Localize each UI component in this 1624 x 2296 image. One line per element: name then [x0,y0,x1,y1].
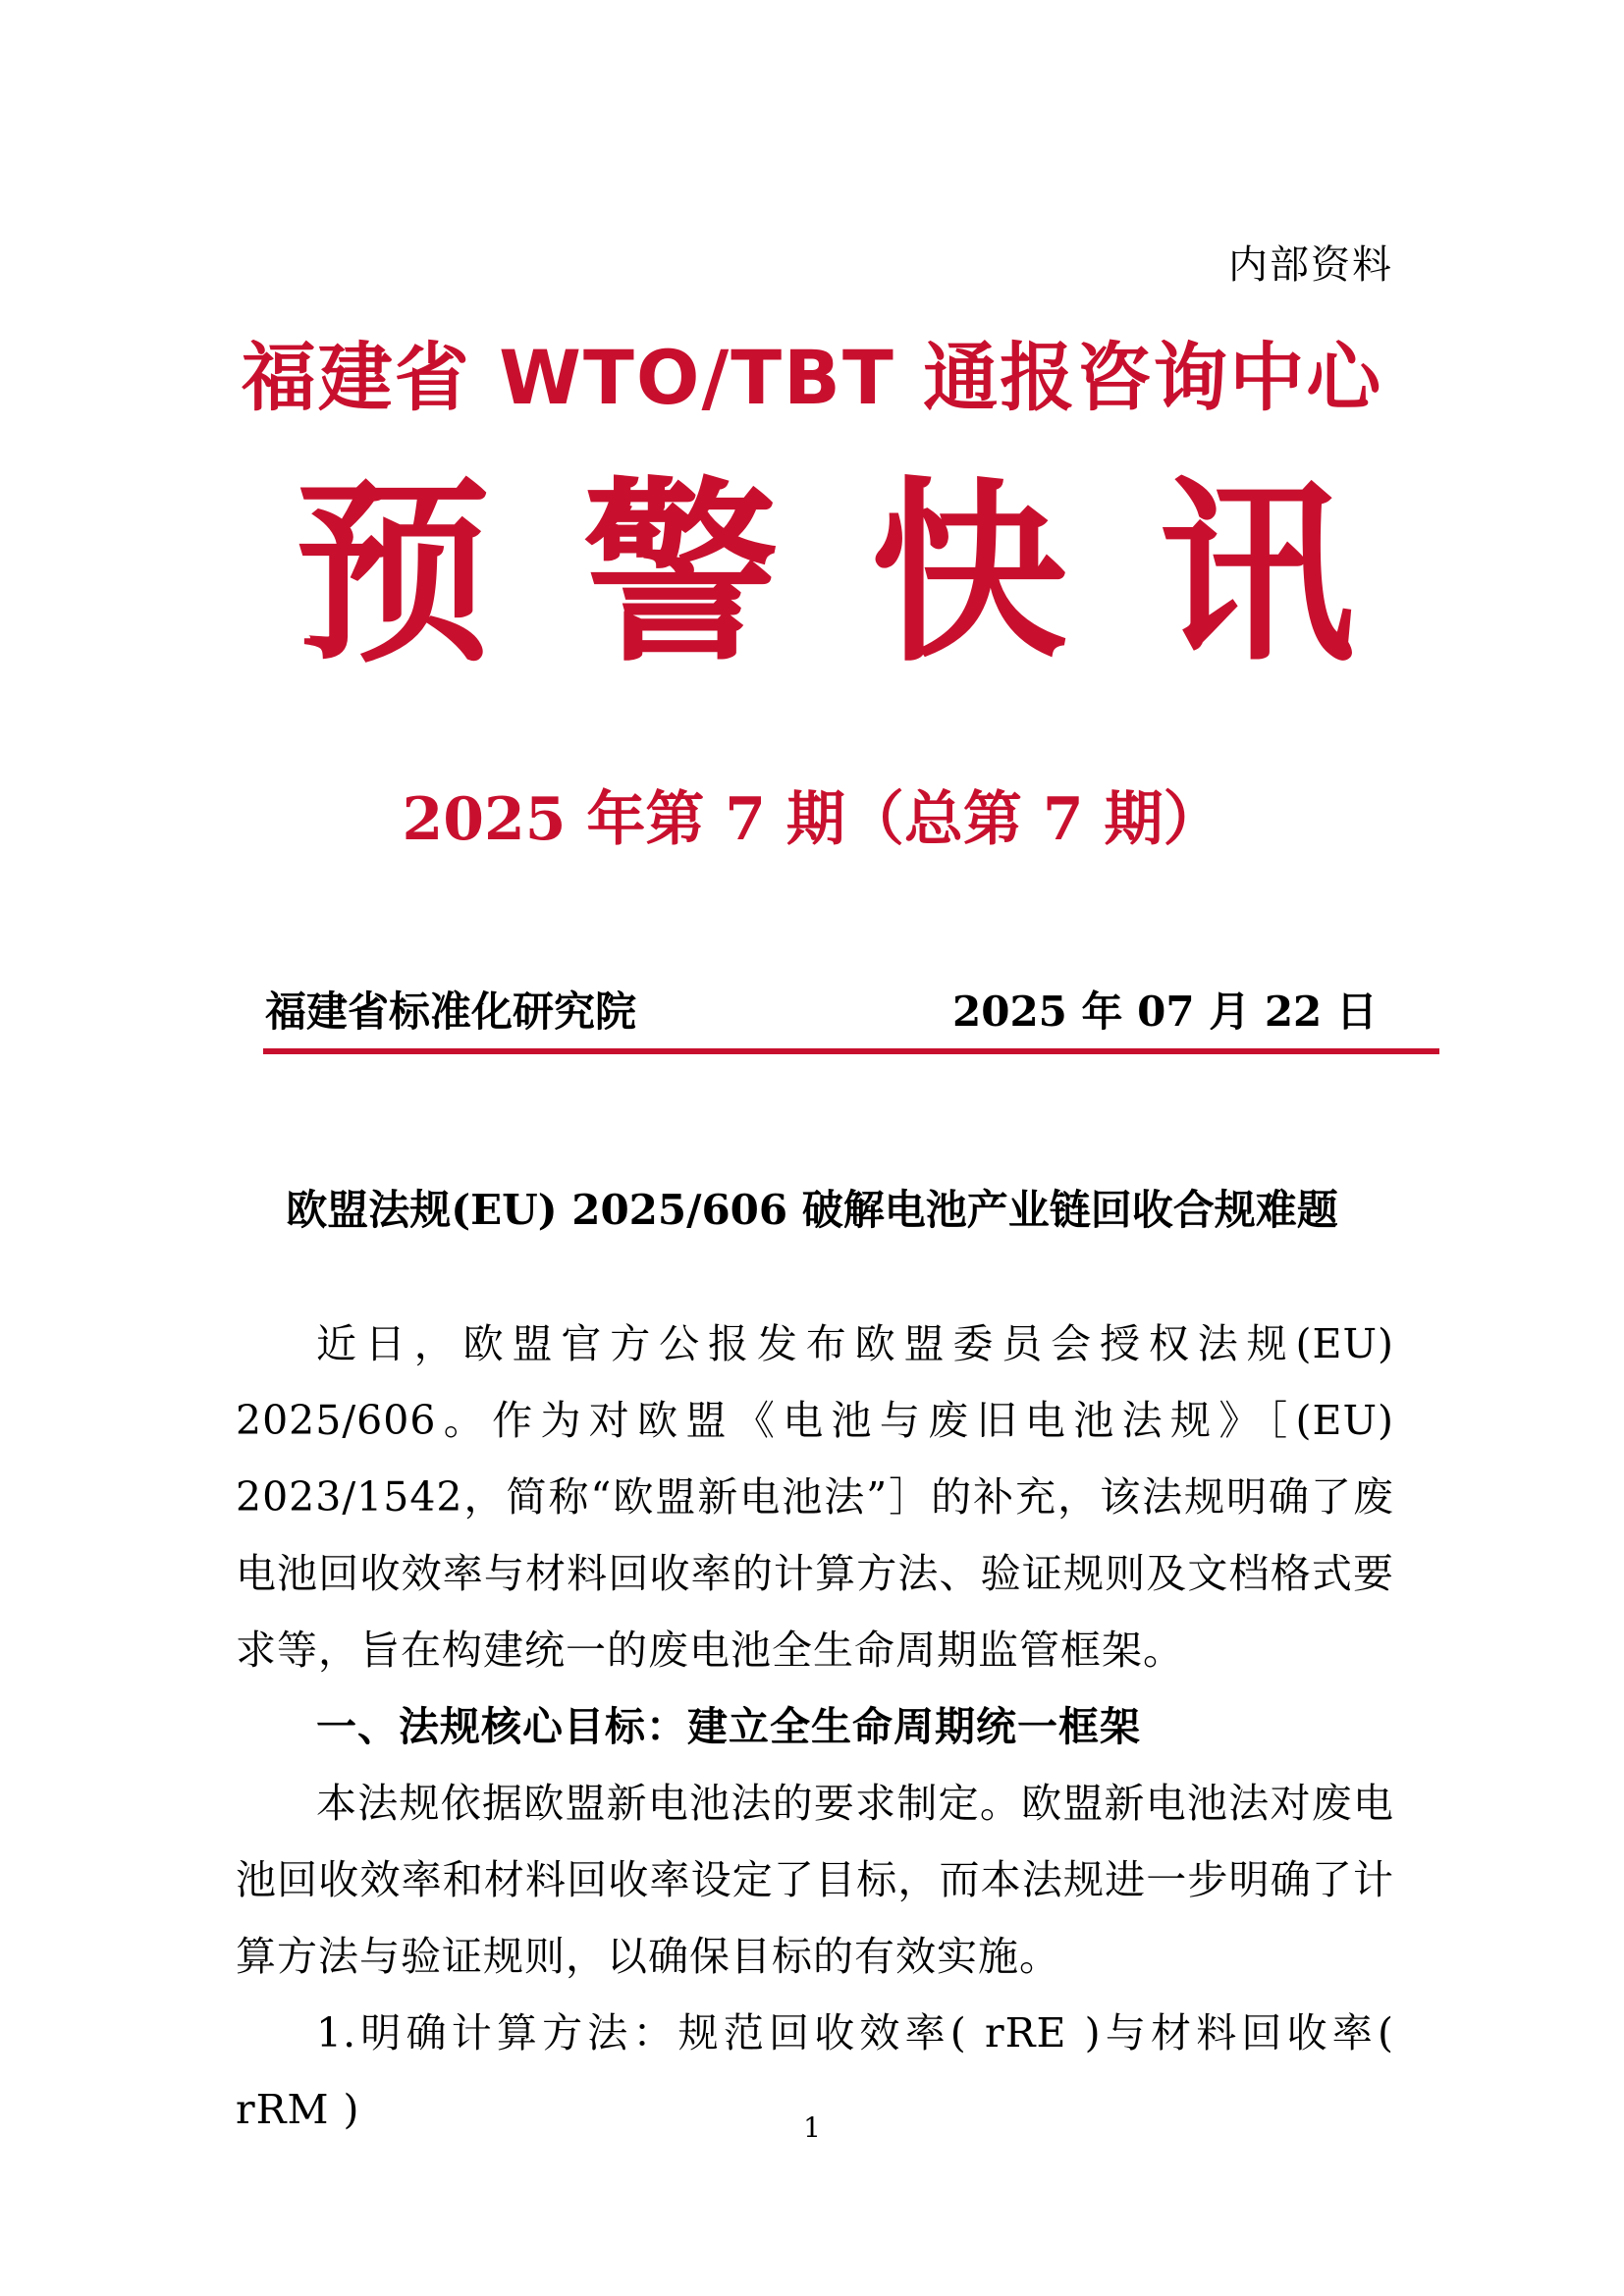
issue-number: 2025 年第 7 期（总第 7 期） [402,785,1222,854]
masthead-char: 讯 [1158,458,1355,689]
publish-date: 2025 年 07 月 22 日 [952,988,1378,1036]
masthead-char: 警 [582,458,780,689]
masthead-char: 预 [295,458,492,689]
masthead-title [295,458,1355,689]
publisher: 福建省标准化研究院 [265,988,637,1036]
body-paragraph: 本法规依据欧盟新电池法的要求制定。欧盟新电池法对废电池回收效率和材料回收率设定了目标，而本法规进一步明确了计算方法与验证规则，以确保目标的有效实施。 [236,1780,1394,1980]
section-heading: 一、法规核心目标：建立全生命周期统一框架 [316,1703,1141,1750]
organization-header: 福建省 WTO/TBT 通报咨询中心 [241,334,1383,421]
document-title: 欧盟法规(EU) 2025/606 破解电池产业链回收合规难题 [286,1186,1338,1234]
document-body [236,1306,1394,2148]
body-paragraph: 1.明确计算方法：规范回收效率( rRE )与材料回收率( rRM ) [236,2009,1394,2133]
body-paragraph: 近日，欧盟官方公报发布欧盟委员会授权法规(EU) 2025/606。作为对欧盟《电池与废旧电池法规》［(EU) 2023/1542，简称“欧盟新电池法”］的补充，该法规明确了废电池回收效率与材料回收率的计算方法、验证规则及文档格式要求等，旨在构建统一的废电池全生命周期监管框架。 [236,1320,1394,1674]
page-number: 1 [803,2111,821,2144]
header-divider [263,1048,1439,1054]
classification-label: 内部资料 [1228,242,1393,288]
masthead-char: 快 [870,458,1067,689]
